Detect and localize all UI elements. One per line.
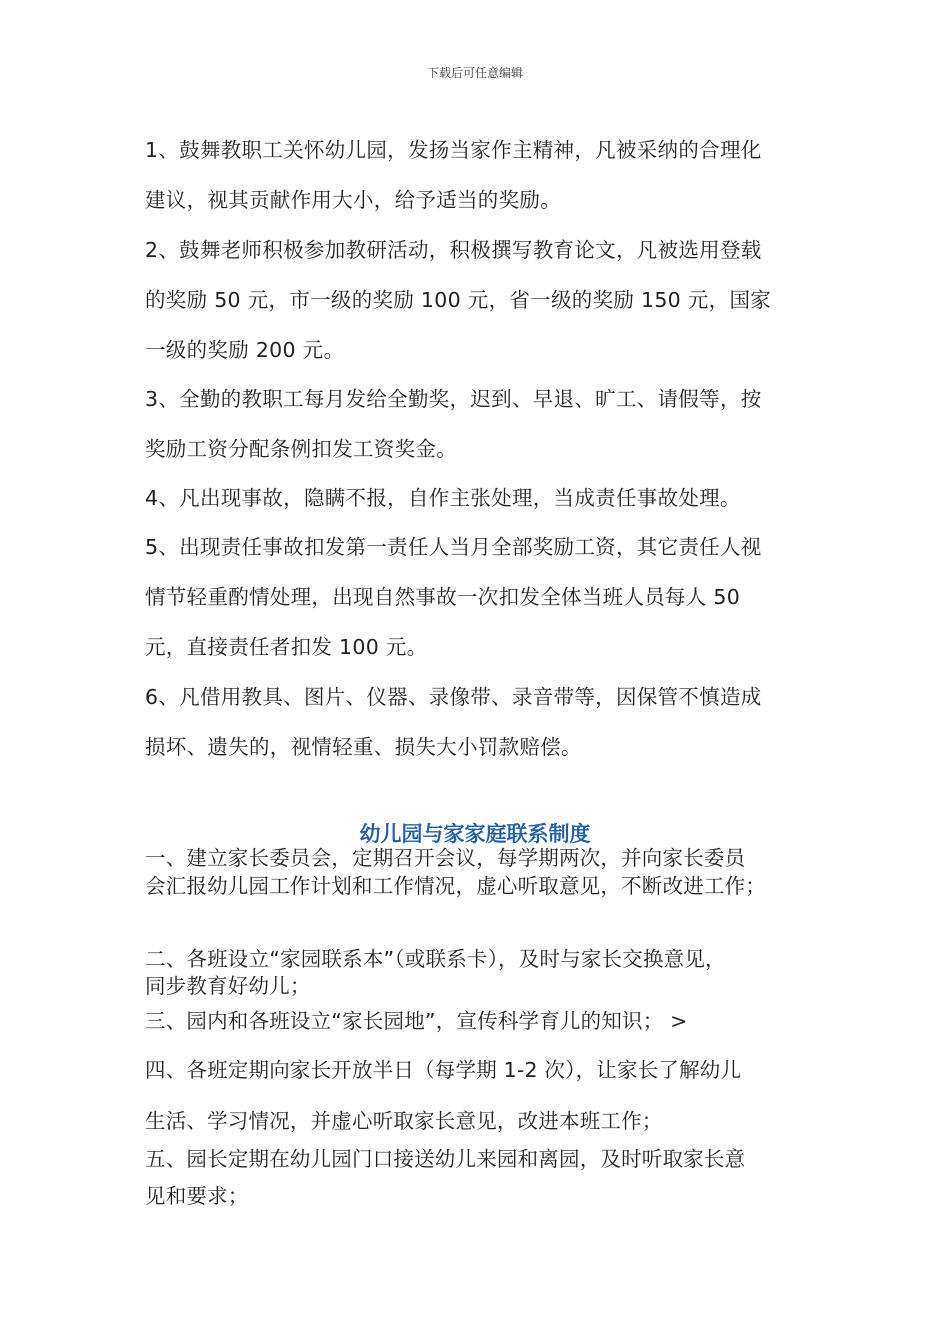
- contact-line: 见和要求；: [145, 1184, 249, 1208]
- contact-line: 会汇报幼儿园工作计划和工作情况，虚心听取意见，不断改进工作；: [145, 874, 766, 898]
- contact-line: 一、建立家长委员会，定期召开会议，每学期两次，并向家长委员: [145, 846, 746, 870]
- rule-line: 一级的奖励 200 元。: [145, 338, 345, 362]
- contact-line: 二、各班设立“家园联系本”（或联系卡），及时与家长交换意见，: [145, 947, 726, 971]
- rule-line: 情节轻重酌情处理，出现自然事故一次扣发全体当班人员每人 50: [145, 585, 741, 609]
- rule-line: 3、全勤的教职工每月发给全勤奖，迟到、早退、旷工、请假等，按: [145, 387, 762, 411]
- rule-line: 奖励工资分配条例扣发工资奖金。: [145, 437, 457, 461]
- contact-line: 三、园内和各班设立“家长园地”，宣传科学育儿的知识； >: [145, 1009, 688, 1033]
- page-header: 下载后可任意编辑: [426, 66, 523, 80]
- contact-line: 同步教育好幼儿；: [145, 974, 311, 998]
- contact-line: 生活、学习情况，并虚心听取家长意见，改进本班工作；: [145, 1109, 663, 1133]
- section-title: 幼儿园与家家庭联系制度: [359, 822, 591, 846]
- rule-line: 2、鼓舞老师积极参加教研活动，积极撰写教育论文，凡被选用登载: [145, 238, 762, 262]
- rule-line: 元，直接责任者扣发 100 元。: [145, 635, 428, 659]
- rule-line: 6、凡借用教具、图片、仪器、录像带、录音带等，因保管不慎造成: [145, 685, 762, 709]
- rule-line: 5、出现责任事故扣发第一责任人当月全部奖励工资，其它责任人视: [145, 535, 762, 559]
- rule-line: 的奖励 50 元，市一级的奖励 100 元，省一级的奖励 150 元，国家: [145, 288, 772, 312]
- contact-line: 五、园长定期在幼儿园门口接送幼儿来园和离园，及时听取家长意: [145, 1147, 746, 1171]
- rule-line: 1、鼓舞教职工关怀幼儿园，发扬当家作主精神，凡被采纳的合理化: [145, 138, 762, 162]
- rule-line: 建议，视其贡献作用大小，给予适当的奖励。: [145, 188, 561, 212]
- rule-line: 4、凡出现事故，隐瞒不报，自作主张处理，当成责任事故处理。: [145, 486, 741, 510]
- rule-line: 损坏、遗失的，视情轻重、损失大小罚款赔偿。: [145, 735, 582, 759]
- contact-line: 四、各班定期向家长开放半日（每学期 1-2 次），让家长了解幼儿: [145, 1058, 742, 1082]
